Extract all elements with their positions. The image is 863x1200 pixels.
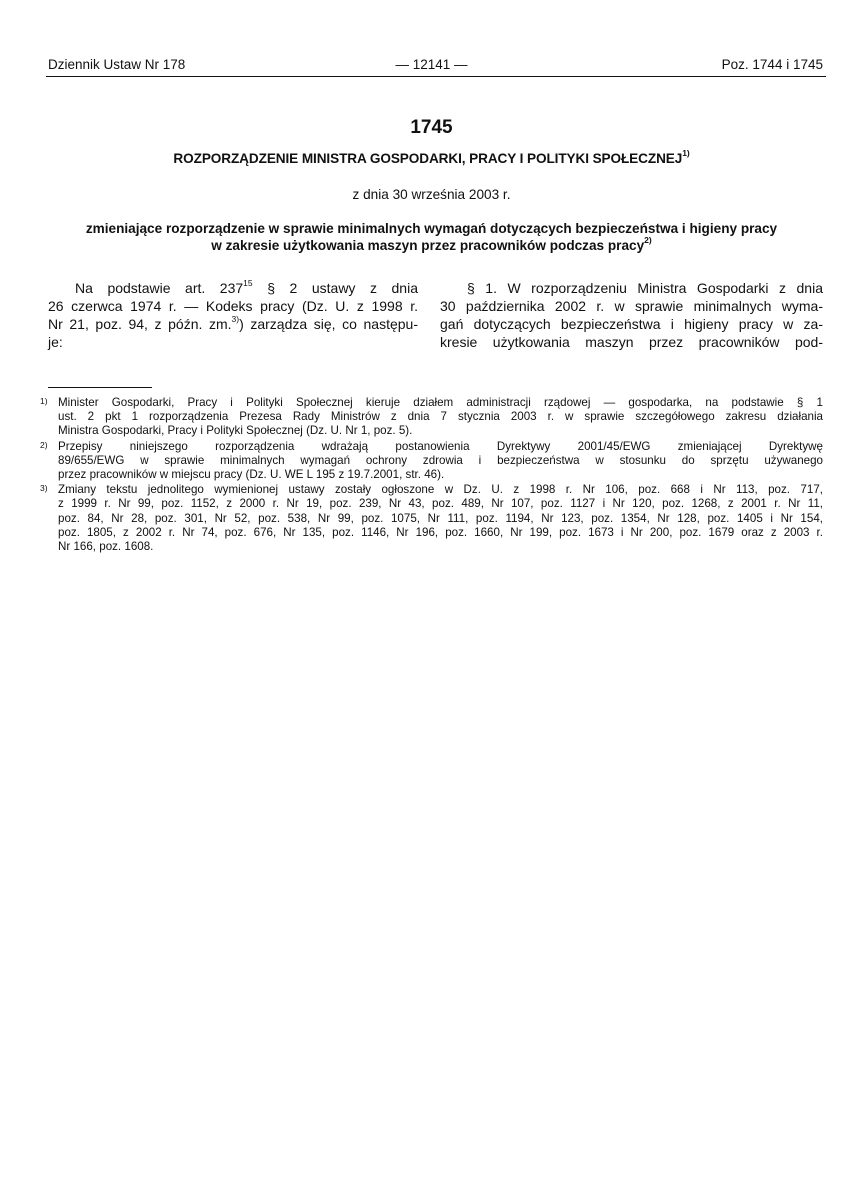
- body-line: gań dotyczących bezpieczeństwa i higieny pracy w za-: [440, 316, 823, 332]
- footnote-ref-1: 1): [682, 148, 690, 159]
- left-column: [48, 279, 418, 351]
- act-date: z dnia 30 września 2003 r.: [352, 187, 511, 202]
- footnote-line: Zmiany tekstu jednolitego wymienionej ustawy zostały ogłoszone w Dz. U. z 1998 r. Nr 106, poz. 668 i Nr 113, poz. 717,: [58, 483, 823, 497]
- position-reference: Poz. 1744 i 1745: [721, 57, 823, 72]
- body-line: 30 października 2002 r. w sprawie minimalnych wyma-: [440, 298, 823, 314]
- footnote-line: poz. 84, Nr 28, poz. 301, Nr 52, poz. 538, Nr 99, poz. 1075, Nr 111, poz. 1194, Nr 123, poz. 1354, Nr 128, poz. 1405 i Nr 154,: [58, 511, 823, 525]
- footnote-line: Minister Gospodarki, Pracy i Polityki Społecznej kieruje działem administracji rządowej — gospodarka, na podstawie § 1: [58, 396, 823, 409]
- act-title: [0, 148, 863, 167]
- footnote-line: Przepisy niniejszego rozporządzenia wdrażają postanowienia Dyrektywy 2001/45/EWG zmieniającej Dyrektywę: [58, 439, 823, 453]
- body-line: je:: [48, 334, 63, 350]
- act-title-text: ROZPORZĄDZENIE MINISTRA GOSPODARKI, PRACY I POLITYKI SPOŁECZNEJ: [173, 151, 683, 166]
- footnote-marker: 1): [40, 396, 48, 406]
- body-line: Na podstawie art. $237^{15}$ § 2 ustawy z dnia: [75, 278, 418, 296]
- act-subject: [40, 220, 823, 254]
- act-number: 1745: [410, 117, 453, 138]
- footnote-marker: 2): [40, 439, 48, 450]
- footnote-ref-3: 3): [231, 314, 240, 325]
- act-subject-line: zmieniające rozporządzenie w sprawie minimalnych wymagań dotyczących bezpieczeństwa i higieny pracy: [85, 221, 778, 236]
- footnotes: [40, 396, 823, 555]
- footnote-line: 89/655/EWG w sprawie minimalnych wymagań ochrony zdrowia i bezpieczeństwa w stosunku do sprzętu używanego: [58, 453, 823, 467]
- act-subject-line: w zakresie użytkowania maszyn przez pracowników podczas pracy$^{2)}$: [211, 235, 652, 253]
- footnote-3: [40, 483, 823, 554]
- footnote-divider: [48, 387, 152, 388]
- footnote-line: poz. 1805, z 2002 r. Nr 74, poz. 676, Nr 135, poz. 1146, Nr 196, poz. 1660, Nr 199, poz. 1673 i Nr 200, poz. 1679 oraz z 2003 r.: [58, 525, 823, 539]
- footnote-1: [40, 396, 823, 439]
- body-line: kresie użytkowania maszyn przez pracowników pod-: [440, 334, 823, 350]
- footnote-2: [40, 440, 823, 483]
- footnote-line: Nr 166, poz. 1608.: [58, 539, 154, 553]
- footnote-ref-2: 2): [644, 235, 652, 246]
- journal-name: Dziennik Ustaw Nr 178: [48, 57, 186, 72]
- article-superscript: 15: [243, 278, 253, 289]
- right-column: [440, 279, 823, 351]
- page-number: — 12141 —: [395, 57, 468, 72]
- header-divider: [46, 76, 826, 77]
- body-line: § 1. W rozporządzeniu Ministra Gospodarki z dnia: [467, 280, 823, 296]
- footnote-line: przez pracowników w miejscu pracy (Dz. U. WE L 195 z 19.7.2001, str. 46).: [58, 467, 445, 481]
- footnote-line: Ministra Gospodarki, Pracy i Polityki Społecznej (Dz. U. Nr 1, poz. 5).: [58, 424, 413, 438]
- footnote-line: ust. 2 pkt 1 rozporządzenia Prezesa Rady Ministrów z dnia 7 stycznia 2003 r. w sprawie szczegółowego zakresu działania: [58, 410, 823, 424]
- body-line: Nr 21, poz. 94, z późn. zm.$^{3)}$) zarządza się, co następu-: [48, 314, 418, 332]
- footnote-line: z 1999 r. Nr 99, poz. 1152, z 2000 r. Nr 19, poz. 239, Nr 43, poz. 489, Nr 107, poz. 1127 i Nr 120, poz. 1268, z 2001 r. Nr 11,: [58, 497, 823, 511]
- footnote-marker: 3): [40, 483, 48, 494]
- body-line: 26 czerwca 1974 r. — Kodeks pracy (Dz. U. z 1998 r.: [48, 298, 418, 314]
